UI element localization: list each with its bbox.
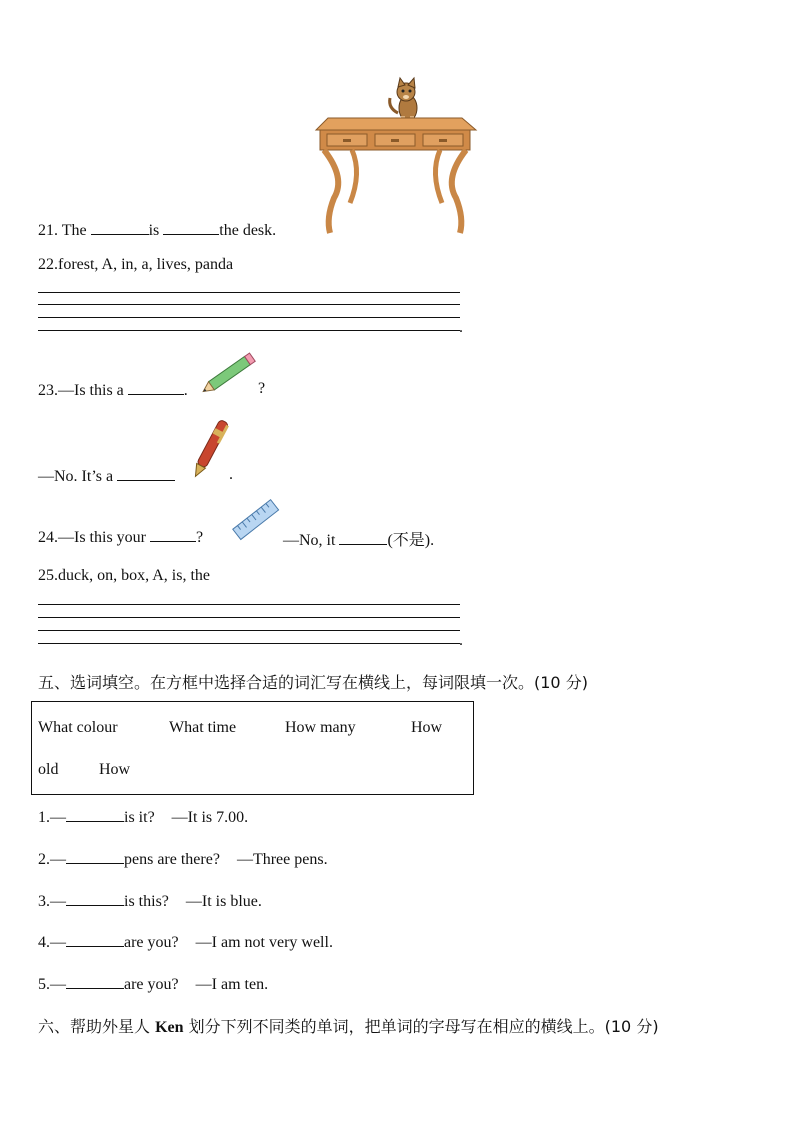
question-number: 21 [38,222,54,239]
line-end-period: . [459,632,463,649]
answer-line[interactable] [38,604,460,605]
answer-line[interactable] [38,643,460,644]
question-24-b: —No, it (不是). [283,532,435,549]
answer-blank[interactable] [66,807,124,822]
desk-icon [316,118,476,233]
word-bank-box [31,701,474,795]
word-bank-item: How [99,761,131,778]
answer-blank[interactable] [163,220,219,235]
question-23-line-1: 23.—Is this a . [38,382,188,399]
answer-line[interactable] [38,330,460,331]
line-end-period: . [459,319,463,336]
word-bank-item: What colour [38,719,118,736]
question-21: 21. The is the desk. [38,222,277,239]
fill-item-2: 2.— pens are there? —Three pens. [38,851,328,868]
answer-line[interactable] [38,292,460,293]
answer-blank[interactable] [91,220,149,235]
answer-blank[interactable] [66,891,124,906]
section-5-heading: 五、选词填空。在方框中选择合适的词汇写在横线上，每词限填一次。(10 分) [38,673,588,692]
ruler-icon [230,496,282,544]
word-bank-item: old [38,761,59,778]
answer-blank[interactable] [117,466,175,481]
answer-blank[interactable] [66,932,124,947]
section-6-heading: 六、帮助外星人 Ken 划分下列不同类的单词，把单词的字母写在相应的横线上。(10 分) [38,1017,659,1036]
answer-blank[interactable] [128,380,184,395]
word-bank-item: How many [285,719,356,736]
pencil-icon [198,352,262,396]
pen-icon [188,414,232,484]
question-mark: ? [258,380,266,397]
answer-line[interactable] [38,304,460,305]
answer-blank[interactable] [339,530,387,545]
answer-line[interactable] [38,630,460,631]
question-22: 22.forest, A, in, a, lives, panda [38,256,234,273]
line-end-period: . [229,466,233,483]
answer-line[interactable] [38,317,460,318]
word-bank-item: What time [169,719,237,736]
fill-item-1: 1.— is it? —It is 7.00. [38,809,249,826]
question-24-a: 24.—Is this your ? [38,529,204,546]
answer-blank[interactable] [66,974,124,989]
question-23-line-2: —No. It’s a [38,466,175,486]
cat-icon [390,78,417,122]
fill-item-4: 4.— are you? —I am not very well. [38,934,333,951]
answer-blank[interactable] [66,849,124,864]
word-bank-item: How [411,719,443,736]
fill-item-5: 5.— are you? —I am ten. [38,976,269,993]
question-25: 25.duck, on, box, A, is, the [38,567,210,584]
answer-line[interactable] [38,617,460,618]
desk-with-cat-illustration [310,78,480,238]
fill-item-3: 3.— is this? —It is blue. [38,893,262,910]
answer-blank[interactable] [150,527,196,542]
